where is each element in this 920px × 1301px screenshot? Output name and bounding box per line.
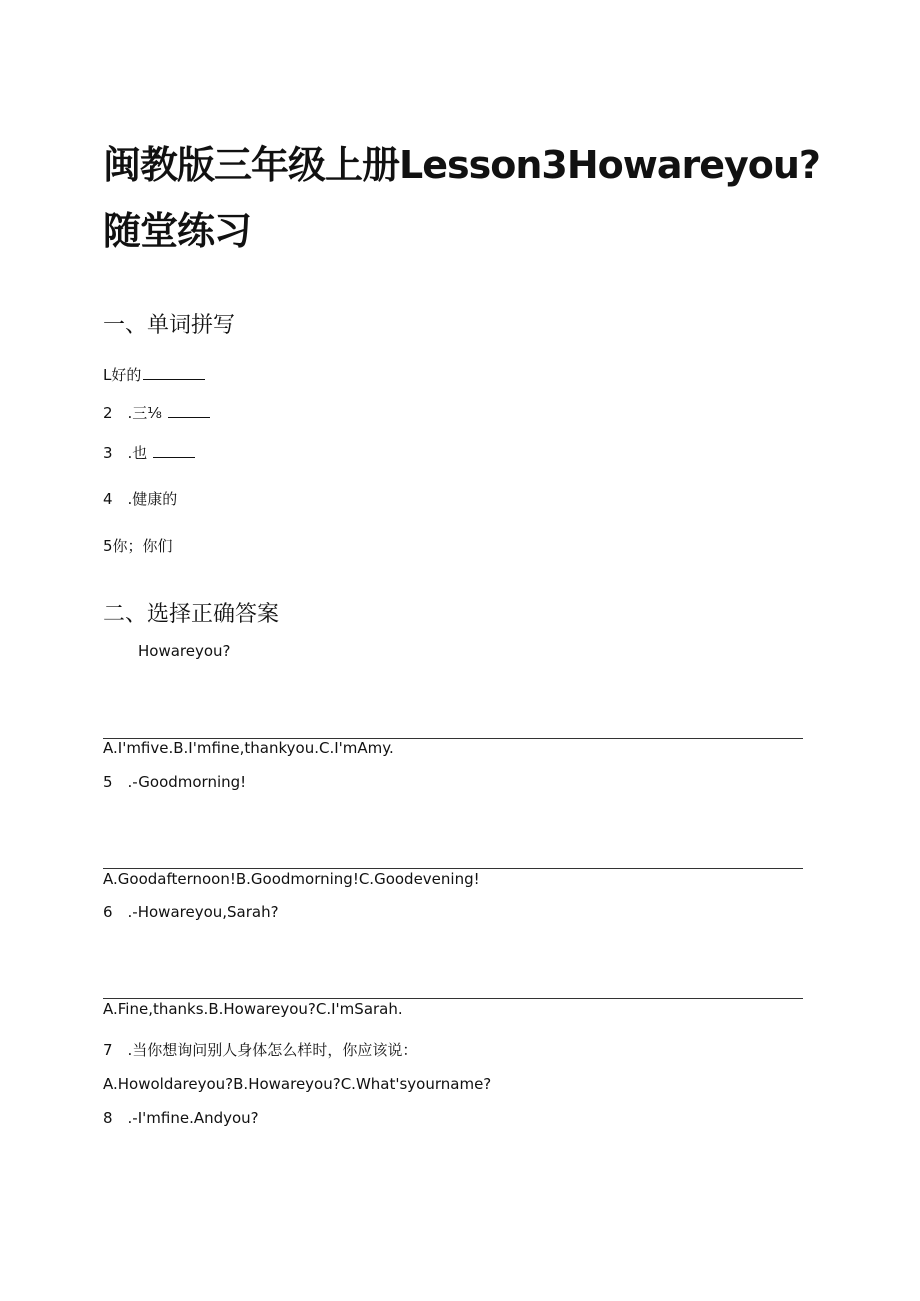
spelling-item-4 <box>103 488 177 509</box>
answer-line[interactable] <box>103 868 803 869</box>
spelling-item-label: 5你；你们 <box>103 537 173 555</box>
question-options-4: A.Howoldareyou?B.Howareyou?C.What'syourname? <box>103 1075 492 1093</box>
section2-heading: 二、选择正确答案 <box>103 602 280 627</box>
spelling-item-label: 4 .健康的 <box>103 490 178 508</box>
question-prompt-5: 8 .-I'mfine.Andyou? <box>103 1109 259 1127</box>
answer-blank[interactable] <box>168 402 210 418</box>
spelling-item-2 <box>103 402 210 423</box>
spelling-item-5 <box>103 535 173 556</box>
spelling-item-label: 2 .三⅛ <box>103 404 162 422</box>
question-options-3: A.Fine,thanks.B.Howareyou?C.I'mSarah. <box>103 1000 403 1018</box>
question-options-1: A.I'mfive.B.I'mfine,thankyou.C.I'mAmy. <box>103 739 394 757</box>
question-prompt-3: 6 .-Howareyou,Sarah? <box>103 903 279 921</box>
spelling-item-label: L好的 <box>103 366 142 384</box>
section1-heading: 一、单词拼写 <box>103 313 236 338</box>
question-prompt-4: 7 .当你想询问别人身体怎么样时，你应该说： <box>103 1041 418 1059</box>
answer-blank[interactable] <box>143 364 205 380</box>
spelling-item-1 <box>103 364 205 385</box>
question-prompt-1: Howareyou? <box>138 642 231 660</box>
question-prompt-2: 5 .-Goodmorning! <box>103 773 247 791</box>
page-title-line1: 闽教版三年级上册Lesson3Howareyou? <box>103 143 820 187</box>
spelling-item-label: 3 .也 <box>103 444 148 462</box>
answer-blank[interactable] <box>153 442 195 458</box>
page-title-line2: 随堂练习 <box>103 209 252 253</box>
question-options-2: A.Goodafternoon!B.Goodmorning!C.Goodevening! <box>103 870 480 888</box>
answer-line[interactable] <box>103 998 803 999</box>
spelling-item-3 <box>103 442 195 463</box>
